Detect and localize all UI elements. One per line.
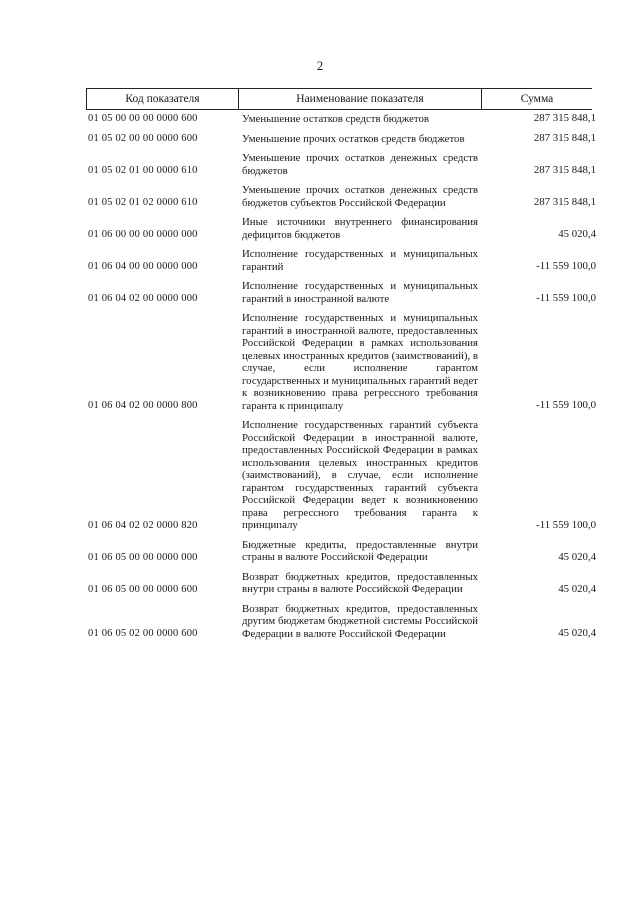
row-name: Возврат бюджетных кредитов, предоставленных другим бюджетам бюджетной системы Российской Федерации в валюте Российской Федерации — [242, 602, 478, 640]
row-sum: 287 315 848,1 — [533, 132, 596, 144]
row-name: Иные источники внутреннего финансирования дефицитов бюджетов — [242, 216, 478, 241]
row-sum: 287 315 848,1 — [533, 164, 596, 176]
header-sum: Сумма — [520, 93, 554, 105]
row-sum: 287 315 848,1 — [533, 196, 596, 208]
row-code: 01 06 04 02 00 0000 000 — [88, 293, 198, 304]
row-code: 01 05 02 01 02 0000 610 — [88, 197, 198, 208]
row-code: 01 06 05 00 00 0000 000 — [88, 551, 198, 563]
row-sum: -11 559 100,0 — [536, 399, 596, 411]
table-row — [88, 603, 598, 641]
row-code: 01 06 00 00 00 0000 000 — [88, 229, 198, 240]
row-code: 01 06 05 00 00 0000 600 — [88, 583, 198, 595]
page-number: 2 — [316, 58, 324, 73]
row-code: 01 05 02 01 00 0000 610 — [88, 165, 198, 176]
row-sum: 45 020,4 — [558, 627, 596, 639]
table-row — [88, 539, 598, 564]
row-name: Уменьшение прочих остатков средств бюджетов — [242, 132, 465, 145]
table-row — [88, 112, 598, 125]
table-row — [88, 152, 598, 177]
row-sum: 45 020,4 — [558, 550, 596, 563]
row-code: 01 06 04 02 02 0000 820 — [88, 519, 198, 531]
row-code: 01 05 02 00 00 0000 600 — [88, 133, 198, 144]
row-sum: -11 559 100,0 — [536, 518, 596, 531]
row-name: Уменьшение прочих остатков денежных средств бюджетов — [242, 152, 478, 177]
row-name: Исполнение государственных и муниципальных гарантий — [242, 248, 478, 273]
row-code: 01 05 00 00 00 0000 600 — [88, 113, 198, 124]
row-name: Исполнение государственных и муниципальных гарантий в иностранной валюте — [242, 280, 478, 305]
row-name: Исполнение государственных и муниципальных гарантий в иностранной валюте, предоставленных Российской Федерации в рамках использования целевых иностранных кредитов (заимствований), в случае, если исполнение гарантом государственных и муниципальных гарантий ведет к возникновению права регрессного требования гаранта к принципалу — [242, 312, 478, 412]
header-code: Код показателя — [86, 89, 238, 109]
row-name: Бюджетные кредиты, предоставленные внутри страны в валюте Российской Федерации — [242, 538, 478, 563]
row-name: Уменьшение остатков средств бюджетов — [242, 113, 429, 125]
table-row — [88, 248, 598, 273]
table-header — [86, 88, 592, 110]
header-name: Наименование показателя — [238, 89, 482, 109]
table-row — [88, 280, 598, 305]
row-sum: -11 559 100,0 — [536, 260, 596, 272]
row-name: Возврат бюджетных кредитов, предоставленных внутри страны в валюте Российской Федерации — [242, 570, 478, 595]
table-row — [88, 184, 598, 209]
table-row — [88, 571, 598, 596]
row-code: 01 06 05 02 00 0000 600 — [88, 628, 198, 639]
row-sum: -11 559 100,0 — [536, 292, 596, 304]
row-code: 01 06 04 02 00 0000 800 — [88, 400, 198, 411]
row-sum: 45 020,4 — [558, 228, 596, 240]
table-row — [88, 419, 598, 532]
table-row — [88, 216, 598, 241]
row-name: Уменьшение прочих остатков денежных средств бюджетов субъектов Российской Федерации — [242, 184, 478, 209]
row-sum: 45 020,4 — [558, 582, 596, 595]
table-body — [88, 112, 598, 647]
table-row — [88, 312, 598, 412]
row-code: 01 06 04 00 00 0000 000 — [88, 261, 198, 272]
table-row — [88, 132, 598, 145]
row-sum: 287 315 848,1 — [533, 112, 596, 124]
row-name: Исполнение государственных гарантий субъекта Российской Федерации в иностранной валюте, предоставленных Российской Федерации в рамках использования целевых иностранных кредитов (заимствований), в случае, если исполнение гарантом государственных гарантий субъекта Российской Федерации ведет к возникновению права регрессного требования гаранта к принципалу — [242, 419, 478, 531]
